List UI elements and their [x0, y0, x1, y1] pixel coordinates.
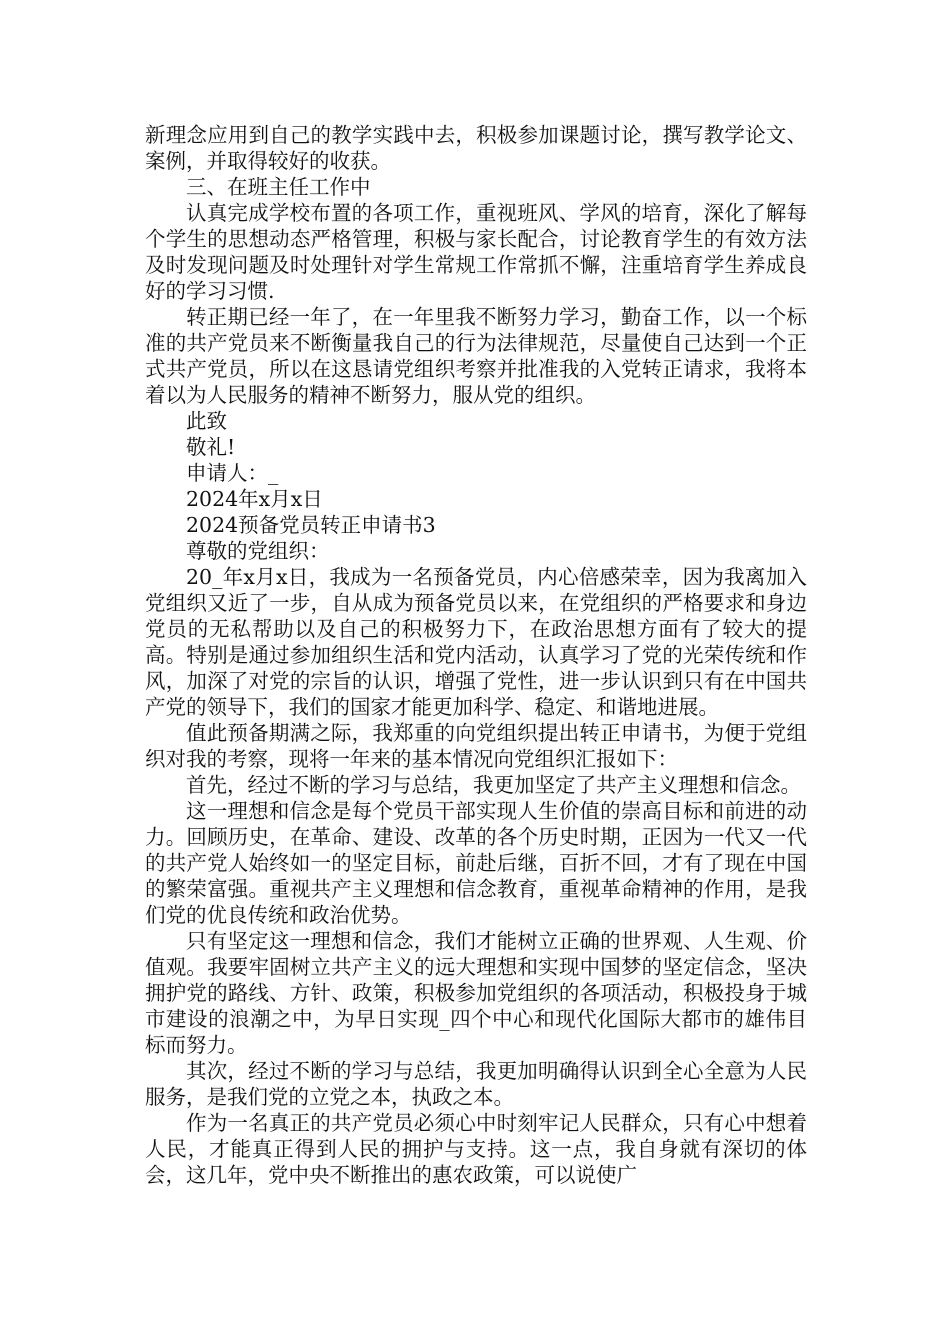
paragraph-second-point: 其次，经过不断的学习与总结，我更加明确得认识到全心全意为人民服务，是我们党的立党之本，执政之本。	[145, 1059, 807, 1109]
applicant-signature: 申请人：_	[186, 461, 279, 485]
paragraph-introduction: 20_年x月x日，我成为一名预备党员，内心倍感荣幸，因为我离加入党组织又近了一步，自从成为预备党员以来，在党组织的严格要求和身边党员的无私帮助以及自己的积极努力下，在政治思想方面有了较大的提高。特别是通过参加组织生活和党内活动，认真学习了党的光荣传统和作风，加深了对党的宗旨的认识，增强了党性，进一步认识到只有在中国共产党的领导下，我们的国家才能更加科学、稳定、和谐地进展。	[145, 565, 807, 719]
closing-salutation: 此致	[186, 409, 227, 433]
closing-regards: 敬礼!	[186, 435, 236, 459]
paragraph-application-statement: 值此预备期满之际，我郑重的向党组织提出转正申请书，为便于党组织对我的考察，现将一年来的基本情况向党组织汇报如下：	[145, 721, 807, 771]
paragraph-ideals-belief: 这一理想和信念是每个党员干部实现人生价值的崇高目标和前进的动力。回顾历史，在革命、建设、改革的各个历史时期，正因为一代又一代的共产党人始终如一的坚定目标，前赴后继，百折不回，才有了现在中国的繁荣富强。重视共产主义理想和信念教育，重视革命精神的作用，是我们党的优良传统和政治优势。	[145, 799, 807, 927]
document-title: 2024预备党员转正申请书3	[186, 513, 436, 537]
paragraph-class-teacher-work: 认真完成学校布置的各项工作，重视班风、学风的培育，深化了解每个学生的思想动态严格管理，积极与家长配合，讨论教育学生的有效方法及时发现问题及时处理针对学生常规工作常抓不懈，注重培育学生养成良好的学习习惯.	[145, 201, 807, 303]
paragraph-first-point: 首先，经过不断的学习与总结，我更加坚定了共产主义理想和信念。	[186, 773, 801, 797]
paragraph-probation-summary: 转正期已经一年了，在一年里我不断努力学习，勤奋工作，以一个标准的共产党员来不断衡量我自己的行为法律规范，尽量使自己达到一个正式共产党员，所以在这恳请党组织考察并批准我的入党转正请求，我将本着以为人民服务的精神不断努力，服从党的组织。	[145, 305, 807, 407]
document-body	[145, 122, 807, 1188]
section-heading-class-teacher-work: 三、在班主任工作中	[186, 175, 371, 199]
paragraph-serve-people: 作为一名真正的共产党员必须心中时刻牢记人民群众，只有心中想着人民，才能真正得到人民的拥护与支持。这一点，我自身就有深切的体会，这几年，党中央不断推出的惠农政策，可以说使广	[145, 1111, 807, 1187]
date-line: 2024年x月x日	[186, 487, 323, 511]
paragraph-continuation: 新理念应用到自己的教学实践中去，积极参加课题讨论，撰写教学论文、案例，并取得较好的收获。	[145, 123, 807, 173]
paragraph-worldview: 只有坚定这一理想和信念，我们才能树立正确的世界观、人生观、价值观。我要牢固树立共产主义的远大理想和实现中国梦的坚定信念，坚决拥护党的路线、方针、政策，积极参加党组织的各项活动，积极投身于城市建设的浪潮之中，为早日实现_四个中心和现代化国际大都市的雄伟目标而努力。	[145, 929, 807, 1057]
greeting: 尊敬的党组织：	[186, 539, 330, 563]
